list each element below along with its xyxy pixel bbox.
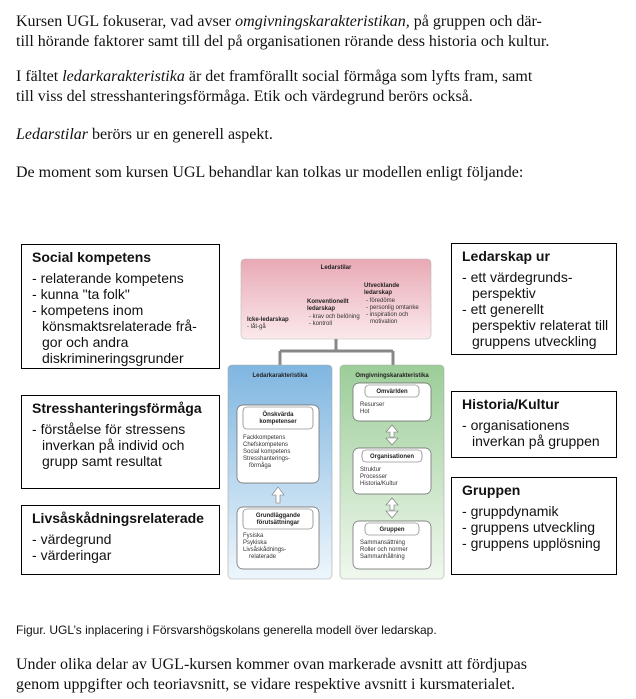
life-view-box <box>21 505 220 575</box>
p3-text-b: berörs ur en generell aspekt. <box>88 126 273 143</box>
list-item: - ett generellt perspektiv relaterat till gruppens utveckling <box>462 301 610 349</box>
styles-col3-item: - personlig omtanke <box>366 305 419 311</box>
list-item: - gruppdynamik <box>462 503 610 519</box>
desired-item: Stresshanterings- <box>243 456 291 462</box>
box-title: Historia/Kultur <box>462 396 560 412</box>
group-box <box>451 477 617 575</box>
p2-emphasis: ledarkarakteristika <box>62 68 185 85</box>
list-item: - värderingar <box>32 547 213 563</box>
closing-paragraph <box>16 655 626 695</box>
styles-col2-item: - kontroll <box>309 321 333 327</box>
styles-col3-head2: ledarskap <box>364 290 393 296</box>
leader-paragraph <box>16 67 626 107</box>
p1-text-a: Kursen UGL fokuserar, vad avser <box>16 13 236 30</box>
list-item: - relaterande kompetens <box>32 270 213 286</box>
social-competence-box <box>21 244 220 369</box>
environment-characteristics-panel <box>340 365 444 579</box>
leader-characteristics-panel <box>228 365 332 579</box>
styles-col2-head2: ledarskap <box>307 306 336 312</box>
box-title: Social kompetens <box>32 249 152 265</box>
p3-emphasis: Ledarstilar <box>16 126 89 143</box>
styles-col3-item: - inspiration och <box>366 312 409 318</box>
box-list <box>32 531 213 563</box>
p5-line1: Under olika delar av UGL-kursen kommer ovan markerade avsnitt att fördjupas <box>16 656 527 673</box>
basic-item: Psykiska <box>243 540 267 546</box>
leadership-box <box>451 243 617 355</box>
group-model-head: Gruppen <box>379 527 405 533</box>
list-item: - ett värdegrunds-perspektiv <box>462 269 610 301</box>
p5-line2: genom uppgifter och teoriavsnitt, se vidare respektive avsnitt i kursmaterialet. <box>16 676 515 693</box>
desired-competences-header <box>243 407 313 429</box>
group-model-item: Sammansättning <box>360 540 406 546</box>
organisation-item: Processer <box>360 474 388 480</box>
styles-col3-item: motivation <box>370 319 398 325</box>
basic-item: Fysiska <box>243 533 264 539</box>
list-item: - kunna "ta folk" <box>32 286 213 302</box>
p1-emphasis: omgivningskarakteristikan, <box>235 13 410 30</box>
leader-panel-title: Ledarkarakteristika <box>252 373 308 379</box>
styles-col2-head1: Konventionellt <box>307 299 349 305</box>
basic-head2: förutsättningar <box>256 520 300 526</box>
styles-col1-head: Icke-ledarskap <box>247 317 289 323</box>
group-model-item: Roller och normer <box>360 547 408 553</box>
history-culture-box <box>451 391 617 458</box>
desired-item: Social kompetens <box>243 449 291 455</box>
box-list <box>462 269 610 349</box>
basic-item: relaterade <box>249 554 277 560</box>
p1-line2: till hörande faktorer samt till del på organisationen rörande dess historia och kultur. <box>16 33 550 50</box>
desired-item: förmåga <box>249 463 272 469</box>
box-title: Ledarskap ur <box>462 248 550 264</box>
box-list <box>462 503 610 551</box>
organisation-head: Organisationen <box>369 454 415 460</box>
desired-head2: kompetenser <box>259 419 297 425</box>
desired-item: Fackkompetens <box>243 435 286 441</box>
box-title: Livsåskådningsrelaterade <box>32 510 204 526</box>
basic-item: Livsåskådnings- <box>243 547 287 553</box>
list-item: - förståelse för stressens inverkan på individ och grupp samt resultat <box>32 421 213 469</box>
box-list <box>32 421 213 469</box>
connector-lines <box>280 339 393 365</box>
desired-head1: Önskvärda <box>262 412 294 418</box>
list-item: - gruppens utveckling <box>462 519 610 535</box>
organisation-item: Struktur <box>360 467 382 473</box>
desired-item: Chefskompetens <box>243 442 289 448</box>
leadership-styles-panel <box>241 259 431 339</box>
list-item: - kompetens inom könsmaktsrelaterade frå-gor och andra diskrimineringsgrunder <box>32 302 213 366</box>
group-model-item: Sammanhållning <box>360 554 405 560</box>
intro-paragraph <box>16 12 626 52</box>
p1-text-c: på gruppen och där- <box>409 13 542 30</box>
world-item: Resurser <box>360 402 385 408</box>
basic-head1: Grundläggande <box>255 513 301 519</box>
stress-management-box <box>21 395 220 489</box>
styles-title: Ledarstilar <box>320 265 352 271</box>
box-title: Gruppen <box>462 482 521 498</box>
organisation-item: Historia/Kultur <box>360 481 398 487</box>
world-head: Omvärlden <box>376 389 408 395</box>
box-list <box>32 270 213 366</box>
styles-paragraph <box>16 125 626 145</box>
list-item: - gruppens upplösning <box>462 535 610 551</box>
model-intro-paragraph: De moment som kursen UGL behandlar kan tolkas ur modellen enligt följande: <box>16 164 524 181</box>
figure-caption: Figur. UGL’s inplacering i Försvarshögskolans generella modell över ledarskap. <box>16 623 437 637</box>
styles-col3-item: - föredöme <box>366 298 396 304</box>
styles-col2-item: - krav och belöning <box>309 314 360 320</box>
box-title: Stresshanteringsförmåga <box>32 400 202 416</box>
box-list <box>462 417 610 449</box>
styles-col3-head1: Utvecklande <box>364 283 400 289</box>
p2-line2: till viss del stresshanteringsförmåga. Etik och värdegrund berörs också. <box>16 88 473 105</box>
basic-prerequisites-header <box>243 509 313 529</box>
leadership-model-diagram <box>225 255 447 585</box>
p2-text-c: är det framförallt social förmåga som lyfts fram, samt <box>184 68 533 85</box>
environment-panel-title: Omgivningskarakteristika <box>355 373 429 379</box>
list-item: - organisationens inverkan på gruppen <box>462 417 610 449</box>
world-item: Hot <box>360 409 370 415</box>
p2-text-a: I fältet <box>16 68 63 85</box>
list-item: - värdegrund <box>32 531 213 547</box>
styles-col1-item: - låt-gå <box>247 324 266 330</box>
